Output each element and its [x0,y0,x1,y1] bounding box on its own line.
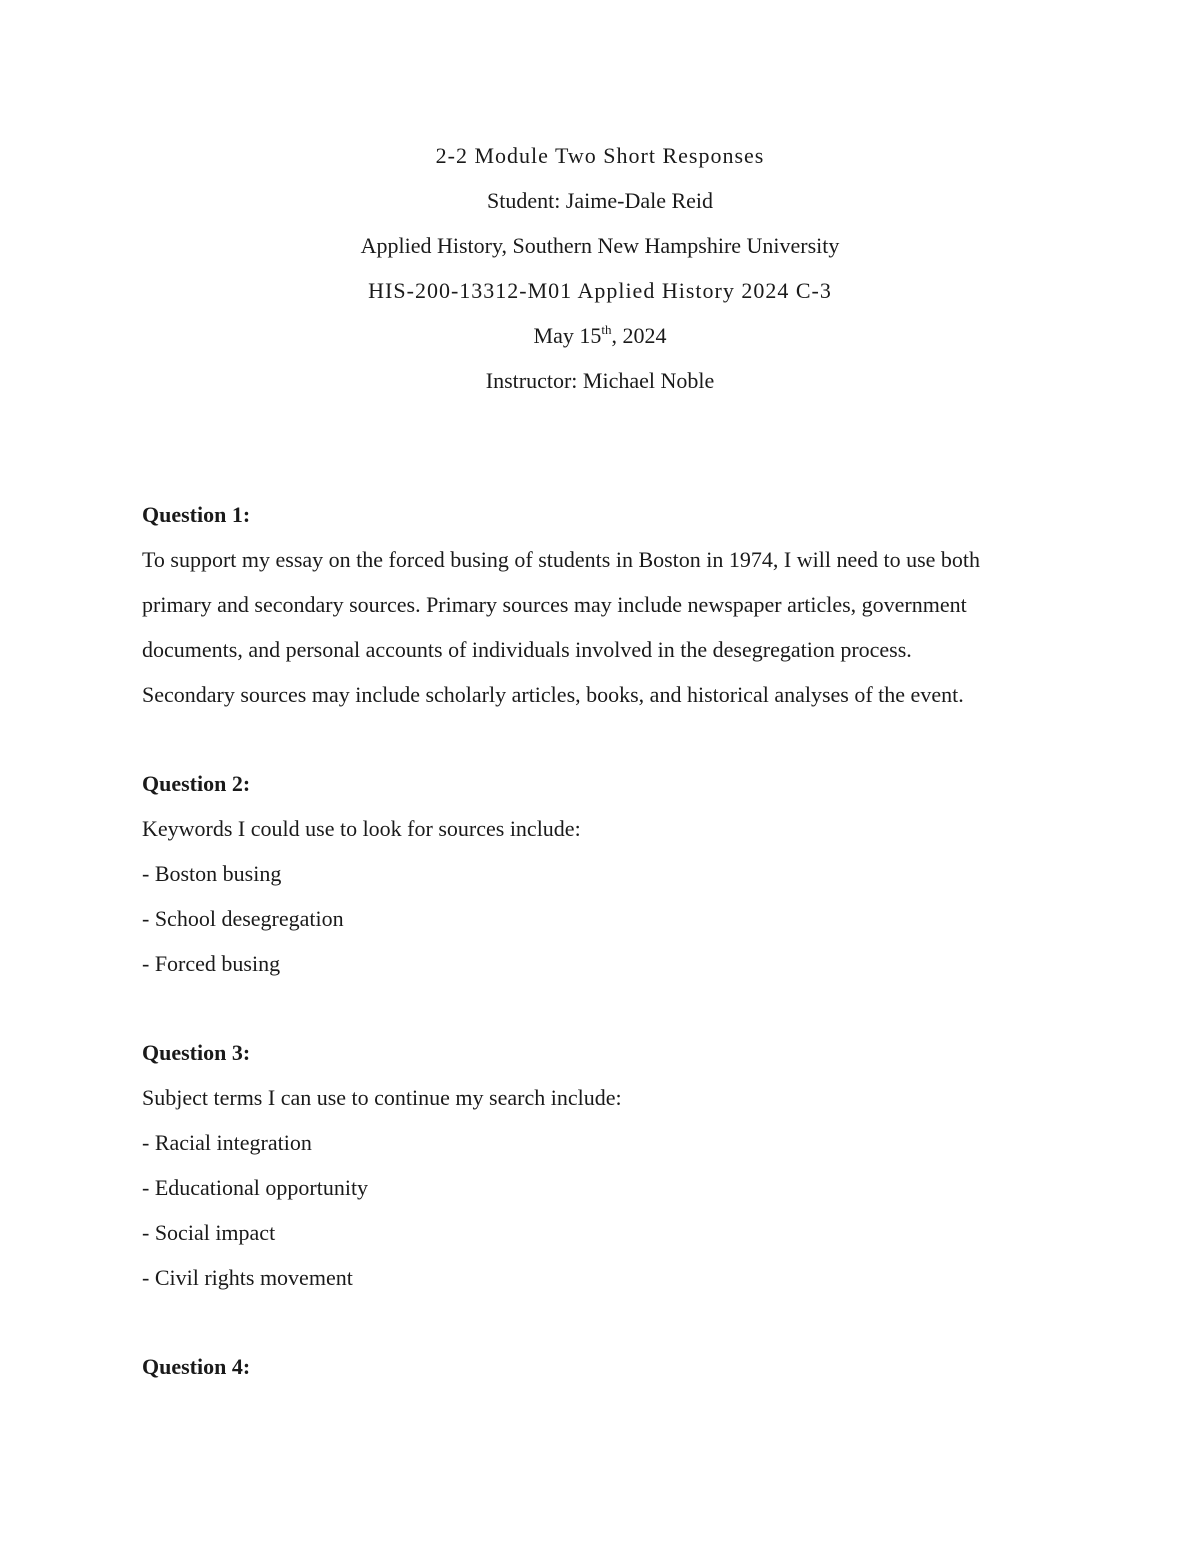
course-code: HIS-200-13312-M01 Applied History 2024 C-3 [368,278,832,303]
subject-term-item: - Racial integration [142,1130,312,1155]
question-1-section [142,499,1062,724]
subject-term-item: - Civil rights movement [142,1265,353,1290]
question-1-heading: Question 1: [142,502,251,527]
keyword-item: - Boston busing [142,861,282,886]
date-suffix: , 2024 [611,323,667,348]
question-3-heading: Question 3: [142,1040,251,1065]
question-1-line: Secondary sources may include scholarly articles, books, and historical analyses of the event. [142,682,964,707]
title-block [0,140,1200,410]
question-2-heading: Question 2: [142,771,251,796]
question-4-heading: Question 4: [142,1354,251,1379]
subject-term-item: - Educational opportunity [142,1175,369,1200]
document-title: 2-2 Module Two Short Responses [435,143,765,168]
keyword-item: - Forced busing [142,951,281,976]
question-1-line: documents, and personal accounts of individuals involved in the desegregation process. [142,637,912,662]
question-3-intro: Subject terms I can use to continue my search include: [142,1085,622,1110]
keyword-item: - School desegregation [142,906,344,931]
program-name: Applied History, Southern New Hampshire University [360,233,840,258]
date-superscript: th [601,322,612,337]
document-date [0,320,1200,365]
question-2-intro: Keywords I could use to look for sources include: [142,816,581,841]
question-1-line: primary and secondary sources. Primary sources may include newspaper articles, government [142,592,967,617]
question-2-section [142,768,1062,993]
question-1-line: To support my essay on the forced busing of students in Boston in 1974, I will need to use both [142,547,981,572]
student-name: Student: Jaime-Dale Reid [486,188,714,213]
instructor-name: Instructor: Michael Noble [485,368,715,393]
subject-term-item: - Social impact [142,1220,276,1245]
date-prefix: May 15 [533,323,602,348]
question-4-section [142,1351,1062,1396]
question-3-section [142,1037,1062,1307]
